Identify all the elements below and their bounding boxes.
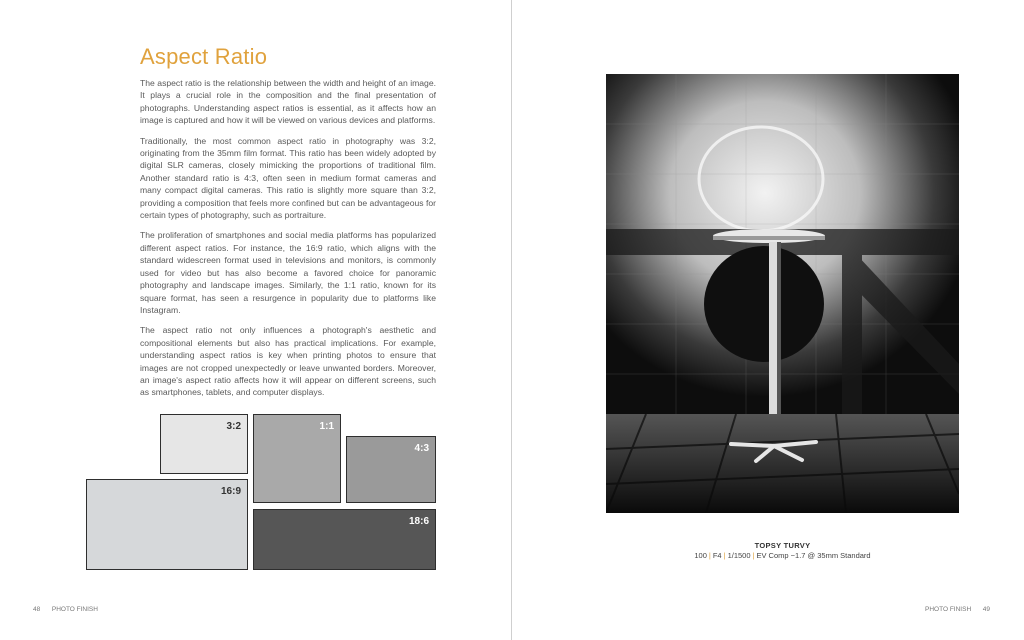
ratio-label: 4:3 (414, 443, 429, 454)
page-gutter (511, 0, 512, 640)
page-number: 49 (982, 606, 990, 613)
photo-table-shadows (606, 74, 959, 513)
ratio-box-18-6 (253, 509, 436, 570)
ratio-box-1-1 (253, 414, 341, 503)
publication-name: PHOTO FINISH (51, 606, 98, 613)
ratio-label: 3:2 (226, 421, 241, 432)
photo-exif-line (606, 551, 959, 560)
shutter-value: 1/1500 (727, 551, 751, 560)
paragraph: The proliferation of smartphones and social media platforms has popularized different aspect ratios. For instance, the 16:9 ratio, which aligns with the standard widescreen format used in televisions and monitors, is commonly used for video but has also become a favored choice for panoramic photography and landscape images. Similarly, the 1:1 ratio, known for its square format, has seen a resurgence in popularity due to platforms like Instagram. (140, 230, 436, 315)
article-body (140, 77, 436, 407)
bw-photograph (606, 74, 959, 513)
separator: | (723, 551, 726, 560)
publication-name: PHOTO FINISH (925, 606, 972, 613)
paragraph: The aspect ratio is the relationship between the width and height of an image. It plays a crucial role in the composition and the final presentation of photographs. Understanding aspect ratios is essential, as it affects how an image is captured and how it will be viewed on various devices and platforms. (140, 78, 436, 126)
iso-value: 100 (694, 551, 707, 560)
folio-right (925, 606, 990, 613)
ratio-box-16-9 (86, 479, 248, 570)
aperture-value: F4 (712, 551, 722, 560)
separator: | (752, 551, 755, 560)
photo-caption-title: TOPSY TURVY (754, 541, 811, 550)
paragraph: The aspect ratio not only influences a photograph's aesthetic and compositional elements but also has practical implications. For example, understanding aspect ratios is key when printing photos to ensure that images are not cropped unexpectedly or leave unwanted borders. Moreover, an image's aspect ratio affects how it will appear on different screens, such as smartphones, tablets, and computer displays. (140, 325, 436, 398)
separator: | (708, 551, 711, 560)
article-title: Aspect Ratio (140, 44, 268, 69)
ratio-label: 16:9 (220, 486, 241, 497)
ratio-label: 1:1 (319, 421, 334, 432)
ratio-box-3-2 (160, 414, 248, 474)
paragraph: Traditionally, the most common aspect ratio in photography was 3:2, originating from the 35mm film format. This ratio has been widely adopted by digital SLR cameras, closely mimicking the proportions of traditional film. Another standard ratio is 4:3, often seen in medium format cameras and many compact digital cameras. This ratio is slightly more square than 3:2, providing a composition that feels more confined but can be advantageous for certain types of photography, such as portraiture. (140, 135, 436, 221)
folio-left (33, 606, 98, 613)
ev-comp-value: EV Comp −1.7 @ 35mm Standard (756, 551, 871, 560)
ratio-label: 18:6 (408, 516, 429, 527)
ratio-box-4-3 (346, 436, 436, 503)
page-number: 48 (33, 606, 41, 613)
